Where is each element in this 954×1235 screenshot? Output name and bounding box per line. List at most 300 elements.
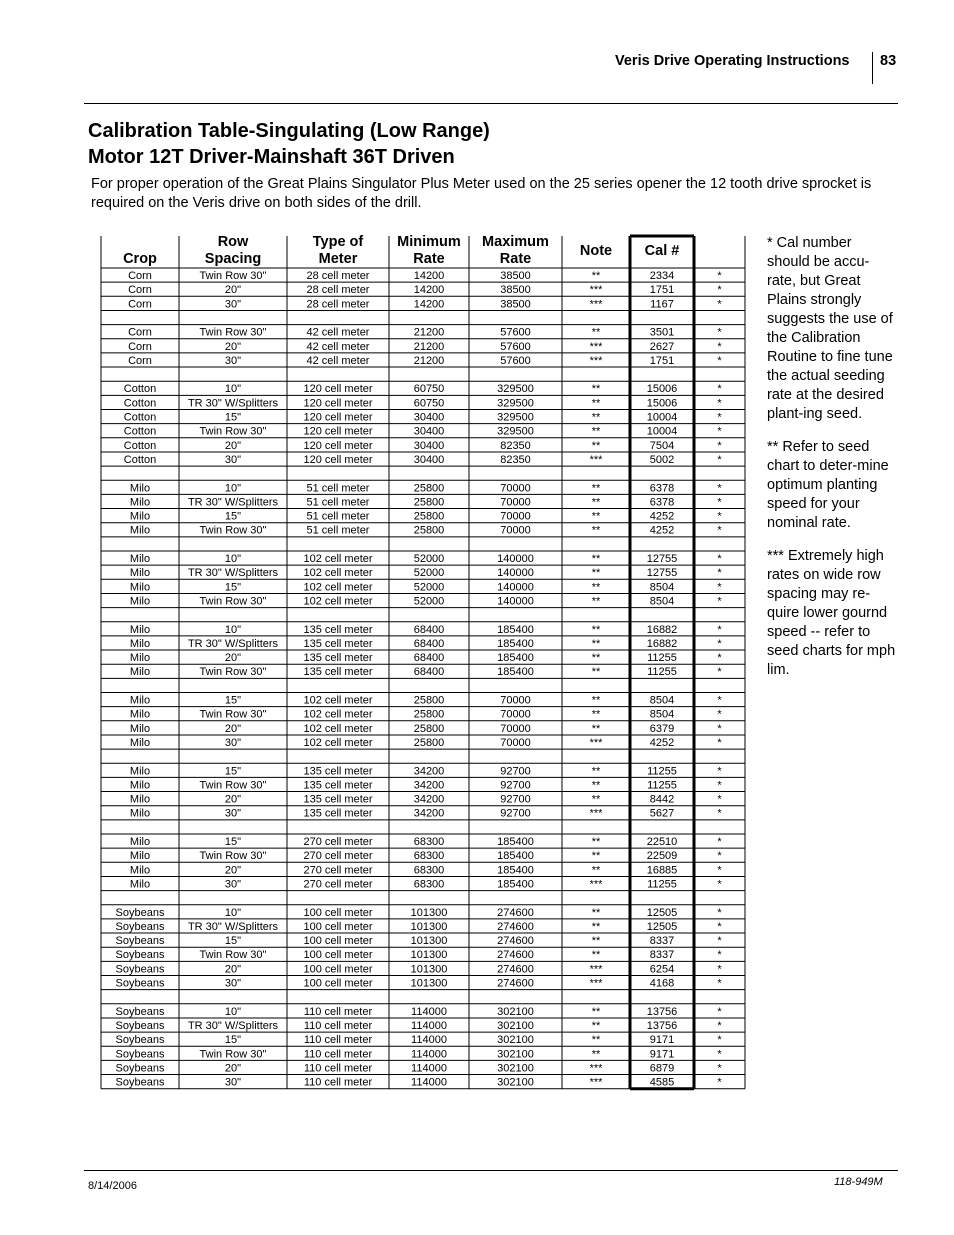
cell-cal-number: 22509	[646, 850, 678, 863]
cell-crop: Milo	[129, 510, 151, 523]
header-note: Note	[579, 243, 613, 259]
header-max-rate: Rate	[499, 251, 532, 267]
cell-min-rate: 25800	[413, 482, 445, 495]
cell-star: *	[717, 920, 722, 933]
cell-star: *	[717, 906, 722, 919]
cell-star: *	[717, 1034, 722, 1047]
cell-meter-type: 110 cell meter	[303, 1076, 373, 1089]
cell-row-spacing: 10"	[224, 553, 242, 565]
cell-note: **	[591, 949, 601, 962]
cell-row-spacing: TR 30" W/Splitters	[187, 567, 279, 580]
cell-note: **	[591, 708, 601, 721]
cell-cal-number: 3501	[649, 326, 675, 339]
cell-row-spacing: Twin Row 30"	[199, 850, 267, 863]
cell-star: *	[717, 765, 722, 778]
cell-min-rate: 68300	[413, 878, 445, 891]
cell-crop: Soybeans	[115, 1048, 165, 1061]
cell-note: **	[591, 694, 601, 707]
cell-meter-type: 28 cell meter	[306, 284, 370, 297]
cell-min-rate: 101300	[410, 920, 448, 933]
cell-row-spacing: 20"	[224, 284, 242, 297]
cell-cal-number: 6254	[649, 963, 675, 976]
cell-row-spacing: TR 30" W/Splitters	[187, 397, 279, 410]
side-notes	[767, 234, 897, 694]
footer-date: 8/14/2006	[88, 1180, 137, 1192]
cell-min-rate: 25800	[413, 524, 445, 537]
cell-star: *	[717, 1048, 722, 1061]
cell-note: ***	[589, 878, 603, 891]
cell-cal-number: 8337	[649, 949, 675, 962]
cell-min-rate: 25800	[413, 496, 445, 509]
cell-crop: Milo	[129, 666, 151, 679]
cell-min-rate: 34200	[413, 765, 445, 778]
cell-crop: Milo	[129, 878, 151, 891]
cell-meter-type: 135 cell meter	[303, 652, 373, 665]
cell-max-rate: 92700	[500, 807, 531, 820]
cell-meter-type: 42 cell meter	[306, 326, 370, 339]
cell-max-rate: 185400	[497, 836, 534, 848]
cell-note: **	[591, 595, 601, 608]
cell-min-rate: 68300	[413, 836, 445, 848]
cell-crop: Soybeans	[115, 1005, 165, 1018]
cell-note: **	[591, 765, 601, 778]
cell-max-rate: 185400	[497, 637, 534, 650]
cell-max-rate: 302100	[497, 1048, 534, 1061]
cell-max-rate: 92700	[500, 779, 531, 792]
cell-meter-type: 100 cell meter	[303, 977, 373, 990]
header-min-rate: Minimum	[397, 234, 461, 250]
cell-meter-type: 102 cell meter	[303, 553, 373, 565]
cell-note: ***	[589, 963, 603, 976]
cell-star: *	[717, 482, 722, 495]
cell-min-rate: 68400	[413, 637, 445, 650]
cell-star: *	[717, 496, 722, 509]
cell-min-rate: 68400	[413, 666, 445, 679]
cell-crop: Soybeans	[115, 949, 165, 962]
cell-row-spacing: 30"	[224, 453, 242, 466]
cell-row-spacing: Twin Row 30"	[199, 270, 267, 282]
cell-cal-number: 16882	[646, 623, 678, 636]
cell-star: *	[717, 270, 722, 282]
cell-cal-number: 4252	[649, 524, 675, 537]
cell-row-spacing: Twin Row 30"	[199, 425, 267, 438]
cell-cal-number: 8504	[649, 708, 675, 721]
cell-crop: Milo	[129, 793, 151, 806]
cell-meter-type: 135 cell meter	[303, 666, 373, 679]
cell-crop: Milo	[129, 836, 151, 848]
cell-cal-number: 12755	[646, 553, 678, 565]
cell-cal-number: 2627	[649, 340, 675, 353]
cell-max-rate: 70000	[500, 736, 531, 749]
cell-row-spacing: 20"	[224, 864, 242, 877]
cell-crop: Cotton	[123, 425, 157, 438]
cell-max-rate: 185400	[497, 864, 534, 877]
cell-note: **	[591, 1005, 601, 1018]
cell-meter-type: 135 cell meter	[303, 807, 373, 820]
cell-cal-number: 6378	[649, 482, 675, 495]
cell-min-rate: 101300	[410, 906, 448, 919]
cell-meter-type: 120 cell meter	[303, 453, 373, 466]
cell-crop: Corn	[128, 298, 152, 311]
cell-star: *	[717, 722, 722, 735]
cell-star: *	[717, 652, 722, 665]
cell-min-rate: 68400	[413, 623, 445, 636]
cell-min-rate: 34200	[413, 793, 445, 806]
cell-min-rate: 114000	[411, 1034, 447, 1047]
cell-meter-type: 100 cell meter	[303, 906, 373, 919]
cell-star: *	[717, 553, 722, 565]
cell-note: **	[591, 383, 601, 396]
cell-star: *	[717, 836, 722, 848]
cell-crop: Corn	[128, 340, 152, 353]
cell-note: **	[591, 439, 601, 452]
cell-crop: Cotton	[123, 439, 157, 452]
cell-note: **	[591, 411, 601, 424]
cell-cal-number: 2334	[649, 270, 675, 282]
cell-min-rate: 30400	[413, 453, 445, 466]
cell-meter-type: 110 cell meter	[303, 1005, 373, 1018]
cell-cal-number: 8504	[649, 694, 675, 707]
cell-cal-number: 4168	[649, 977, 675, 990]
cell-crop: Soybeans	[115, 1062, 165, 1075]
cell-star: *	[717, 708, 722, 721]
cell-meter-type: 102 cell meter	[303, 595, 373, 608]
cell-crop: Milo	[129, 708, 151, 721]
cell-meter-type: 42 cell meter	[306, 354, 370, 367]
cell-note: **	[591, 270, 601, 282]
cell-cal-number: 16882	[646, 637, 678, 650]
cell-meter-type: 102 cell meter	[303, 581, 373, 594]
cell-meter-type: 110 cell meter	[303, 1048, 373, 1061]
cell-min-rate: 14200	[413, 298, 445, 311]
cell-crop: Soybeans	[115, 1019, 165, 1032]
cell-row-spacing: 10"	[224, 623, 242, 636]
cell-max-rate: 70000	[500, 708, 531, 721]
cell-note: ***	[589, 977, 603, 990]
cell-meter-type: 100 cell meter	[303, 920, 373, 933]
cell-cal-number: 7504	[649, 439, 675, 452]
cell-note: ***	[589, 284, 603, 297]
cell-max-rate: 302100	[497, 1019, 534, 1032]
cell-note: **	[591, 637, 601, 650]
cell-meter-type: 102 cell meter	[303, 736, 373, 749]
cell-cal-number: 22510	[646, 836, 678, 848]
cell-note: **	[591, 666, 601, 679]
cell-star: *	[717, 326, 722, 339]
cell-cal-number: 1167	[650, 298, 674, 311]
cell-note: **	[591, 836, 601, 848]
cell-min-rate: 114000	[411, 1005, 447, 1018]
cell-star: *	[717, 284, 722, 297]
cell-max-rate: 140000	[497, 567, 534, 580]
cell-meter-type: 120 cell meter	[303, 397, 373, 410]
cell-row-spacing: 20"	[224, 793, 242, 806]
cell-min-rate: 101300	[410, 949, 448, 962]
cell-meter-type: 51 cell meter	[306, 524, 370, 537]
cell-min-rate: 21200	[413, 340, 445, 353]
cell-crop: Soybeans	[115, 977, 165, 990]
cell-meter-type: 102 cell meter	[303, 694, 373, 707]
cell-meter-type: 102 cell meter	[303, 722, 373, 735]
cell-crop: Milo	[129, 595, 151, 608]
cell-row-spacing: 30"	[224, 977, 242, 990]
cell-min-rate: 60750	[413, 397, 445, 410]
cell-meter-type: 110 cell meter	[303, 1062, 373, 1075]
cell-max-rate: 140000	[497, 581, 534, 594]
cell-star: *	[717, 524, 722, 537]
cell-row-spacing: Twin Row 30"	[199, 326, 267, 339]
cell-cal-number: 11255	[647, 878, 677, 891]
cell-crop: Milo	[129, 722, 151, 735]
cell-min-rate: 30400	[413, 425, 445, 438]
cell-cal-number: 5627	[649, 807, 675, 820]
cell-row-spacing: TR 30" W/Splitters	[187, 637, 279, 650]
header-cal-number: Cal #	[644, 243, 680, 259]
cell-meter-type: 28 cell meter	[306, 270, 370, 282]
cell-note: **	[591, 567, 601, 580]
cell-star: *	[717, 977, 722, 990]
cell-meter-type: 100 cell meter	[303, 949, 373, 962]
cell-cal-number: 6879	[649, 1062, 675, 1075]
cell-row-spacing: Twin Row 30"	[199, 595, 267, 608]
side-note-cal: * Cal number should be accu-rate, but Great Plains strongly suggests the use of the Calibration Routine to fine tune the actual seeding rate at the desired plant-ing seed.	[767, 235, 893, 422]
cell-crop: Cotton	[123, 397, 157, 410]
cell-row-spacing: TR 30" W/Splitters	[187, 920, 279, 933]
cell-star: *	[717, 807, 722, 820]
cell-min-rate: 68300	[413, 864, 445, 877]
cell-row-spacing: 15"	[224, 1034, 242, 1047]
cell-max-rate: 185400	[497, 623, 534, 636]
cell-cal-number: 11255	[647, 765, 677, 778]
cell-meter-type: 270 cell meter	[303, 850, 373, 863]
cell-row-spacing: 20"	[224, 652, 242, 665]
cell-note: **	[591, 1034, 601, 1047]
cell-cal-number: 16885	[646, 864, 678, 877]
cell-max-rate: 274600	[497, 949, 534, 962]
intro-paragraph: For proper operation of the Great Plains Singulator Plus Meter used on the 25 series opener the 12 tooth drive sprocket is required on the Veris drive on both sides of the drill.	[91, 176, 872, 211]
cell-row-spacing: 10"	[224, 906, 242, 919]
cell-crop: Soybeans	[115, 1034, 165, 1047]
cell-meter-type: 270 cell meter	[303, 836, 373, 848]
cell-row-spacing: 30"	[224, 878, 242, 891]
cell-min-rate: 60750	[413, 383, 445, 396]
cell-max-rate: 302100	[497, 1076, 534, 1089]
cell-row-spacing: 15"	[224, 510, 242, 523]
cell-cal-number: 4252	[649, 736, 675, 749]
cell-crop: Milo	[129, 864, 151, 877]
title-line-2: Motor 12T Driver-Mainshaft 36T Driven	[88, 146, 455, 168]
cell-meter-type: 270 cell meter	[303, 864, 373, 877]
cell-cal-number: 9171	[649, 1048, 675, 1061]
cell-note: **	[591, 920, 601, 933]
cell-crop: Milo	[129, 581, 151, 594]
cell-min-rate: 30400	[413, 439, 445, 452]
cell-note: **	[591, 496, 601, 509]
cell-cal-number: 8504	[649, 595, 675, 608]
cell-max-rate: 92700	[500, 765, 531, 778]
cell-meter-type: 28 cell meter	[306, 298, 370, 311]
cell-max-rate: 82350	[500, 439, 531, 452]
cell-row-spacing: 20"	[224, 963, 242, 976]
cell-cal-number: 11255	[647, 652, 677, 665]
cell-cal-number: 13756	[646, 1019, 678, 1032]
header-meter-type: Meter	[318, 251, 358, 267]
cell-note: **	[591, 652, 601, 665]
cell-cal-number: 8337	[649, 935, 675, 948]
cell-max-rate: 185400	[497, 878, 534, 891]
cell-note: ***	[589, 807, 603, 820]
footer-rule	[84, 1170, 898, 1171]
cell-star: *	[717, 510, 722, 523]
cell-note: ***	[589, 340, 603, 353]
cell-row-spacing: 10"	[224, 383, 242, 396]
cell-crop: Milo	[129, 736, 151, 749]
cell-crop: Milo	[129, 482, 151, 495]
cell-note: **	[591, 581, 601, 594]
cell-crop: Soybeans	[115, 963, 165, 976]
cell-star: *	[717, 963, 722, 976]
cell-note: **	[591, 850, 601, 863]
cell-star: *	[717, 1076, 722, 1089]
cell-note: ***	[589, 1062, 603, 1075]
cell-row-spacing: 20"	[224, 1062, 242, 1075]
cell-note: **	[591, 425, 601, 438]
cell-min-rate: 21200	[413, 326, 445, 339]
cell-min-rate: 68400	[413, 652, 445, 665]
cell-crop: Cotton	[123, 383, 157, 396]
cell-meter-type: 110 cell meter	[303, 1034, 373, 1047]
cell-star: *	[717, 1062, 722, 1075]
cell-star: *	[717, 354, 722, 367]
cell-meter-type: 120 cell meter	[303, 439, 373, 452]
cell-meter-type: 51 cell meter	[306, 482, 370, 495]
cell-meter-type: 51 cell meter	[306, 510, 370, 523]
cell-max-rate: 92700	[500, 793, 531, 806]
cell-star: *	[717, 298, 722, 311]
cell-min-rate: 52000	[413, 581, 445, 594]
cell-note: ***	[589, 1076, 603, 1089]
cell-meter-type: 135 cell meter	[303, 765, 373, 778]
cell-row-spacing: 30"	[224, 736, 242, 749]
cell-cal-number: 15006	[646, 383, 678, 396]
cell-row-spacing: Twin Row 30"	[199, 1048, 267, 1061]
cell-star: *	[717, 949, 722, 962]
cell-crop: Milo	[129, 850, 151, 863]
cell-min-rate: 21200	[413, 354, 445, 367]
cell-row-spacing: 20"	[224, 722, 242, 735]
cell-min-rate: 34200	[413, 779, 445, 792]
cell-star: *	[717, 453, 722, 466]
cell-star: *	[717, 411, 722, 424]
cell-min-rate: 25800	[413, 736, 445, 749]
cell-row-spacing: 20"	[224, 340, 242, 353]
cell-cal-number: 11255	[647, 666, 677, 679]
cell-min-rate: 14200	[413, 284, 445, 297]
cell-meter-type: 135 cell meter	[303, 779, 373, 792]
cell-note: **	[591, 623, 601, 636]
cell-star: *	[717, 779, 722, 792]
cell-max-rate: 185400	[497, 666, 534, 679]
cell-meter-type: 100 cell meter	[303, 935, 373, 948]
cell-max-rate: 82350	[500, 453, 531, 466]
cell-min-rate: 114000	[411, 1048, 447, 1061]
cell-max-rate: 38500	[500, 270, 531, 282]
cell-crop: Soybeans	[115, 935, 165, 948]
cell-star: *	[717, 595, 722, 608]
footer-doc-number: 118-949M	[834, 1176, 883, 1188]
cell-cal-number: 10004	[646, 425, 678, 438]
cell-meter-type: 102 cell meter	[303, 708, 373, 721]
title-line-1: Calibration Table-Singulating (Low Range)	[88, 120, 490, 142]
cell-cal-number: 12505	[646, 920, 678, 933]
cell-min-rate: 34200	[413, 807, 445, 820]
cell-max-rate: 57600	[500, 354, 531, 367]
header-min-rate: Rate	[413, 251, 445, 267]
cell-crop: Cotton	[123, 453, 157, 466]
cell-star: *	[717, 694, 722, 707]
cell-cal-number: 8504	[649, 581, 675, 594]
cell-max-rate: 274600	[497, 935, 534, 948]
cell-max-rate: 140000	[497, 595, 534, 608]
cell-crop: Milo	[129, 553, 151, 565]
cell-note: ***	[589, 736, 603, 749]
cell-cal-number: 1751	[649, 284, 675, 297]
cell-cal-number: 12755	[646, 567, 678, 580]
cell-row-spacing: 15"	[224, 836, 242, 848]
cell-star: *	[717, 864, 722, 877]
cell-note: **	[591, 793, 601, 806]
cell-max-rate: 274600	[497, 963, 534, 976]
cell-star: *	[717, 425, 722, 438]
cell-min-rate: 25800	[413, 694, 445, 707]
cell-min-rate: 30400	[413, 411, 445, 424]
cell-max-rate: 38500	[500, 298, 531, 311]
cell-meter-type: 135 cell meter	[303, 623, 373, 636]
cell-crop: Milo	[129, 694, 151, 707]
cell-meter-type: 120 cell meter	[303, 411, 373, 424]
cell-note: **	[591, 1019, 601, 1032]
cell-min-rate: 52000	[413, 553, 445, 565]
cell-row-spacing: Twin Row 30"	[199, 949, 267, 962]
cell-row-spacing: 30"	[224, 298, 242, 311]
cell-star: *	[717, 850, 722, 863]
cell-max-rate: 70000	[500, 722, 531, 735]
cell-crop: Milo	[129, 524, 151, 537]
cell-note: **	[591, 906, 601, 919]
cell-note: **	[591, 482, 601, 495]
cell-cal-number: 6378	[649, 496, 675, 509]
cell-meter-type: 270 cell meter	[303, 878, 373, 891]
cell-star: *	[717, 935, 722, 948]
cell-min-rate: 25800	[413, 722, 445, 735]
cell-note: ***	[589, 298, 603, 311]
cell-star: *	[717, 736, 722, 749]
cell-cal-number: 4585	[649, 1076, 675, 1089]
cell-crop: Milo	[129, 652, 151, 665]
cell-cal-number: 6379	[649, 722, 675, 735]
cell-row-spacing: TR 30" W/Splitters	[187, 1019, 279, 1032]
cell-row-spacing: 15"	[224, 694, 242, 707]
cell-star: *	[717, 666, 722, 679]
cell-meter-type: 102 cell meter	[303, 567, 373, 580]
cell-row-spacing: TR 30" W/Splitters	[187, 496, 279, 509]
cell-note: **	[591, 397, 601, 410]
cell-crop: Milo	[129, 567, 151, 580]
cell-min-rate: 114000	[411, 1062, 447, 1075]
cell-cal-number: 12505	[646, 906, 678, 919]
cell-max-rate: 329500	[497, 425, 534, 438]
cell-note: **	[591, 510, 601, 523]
